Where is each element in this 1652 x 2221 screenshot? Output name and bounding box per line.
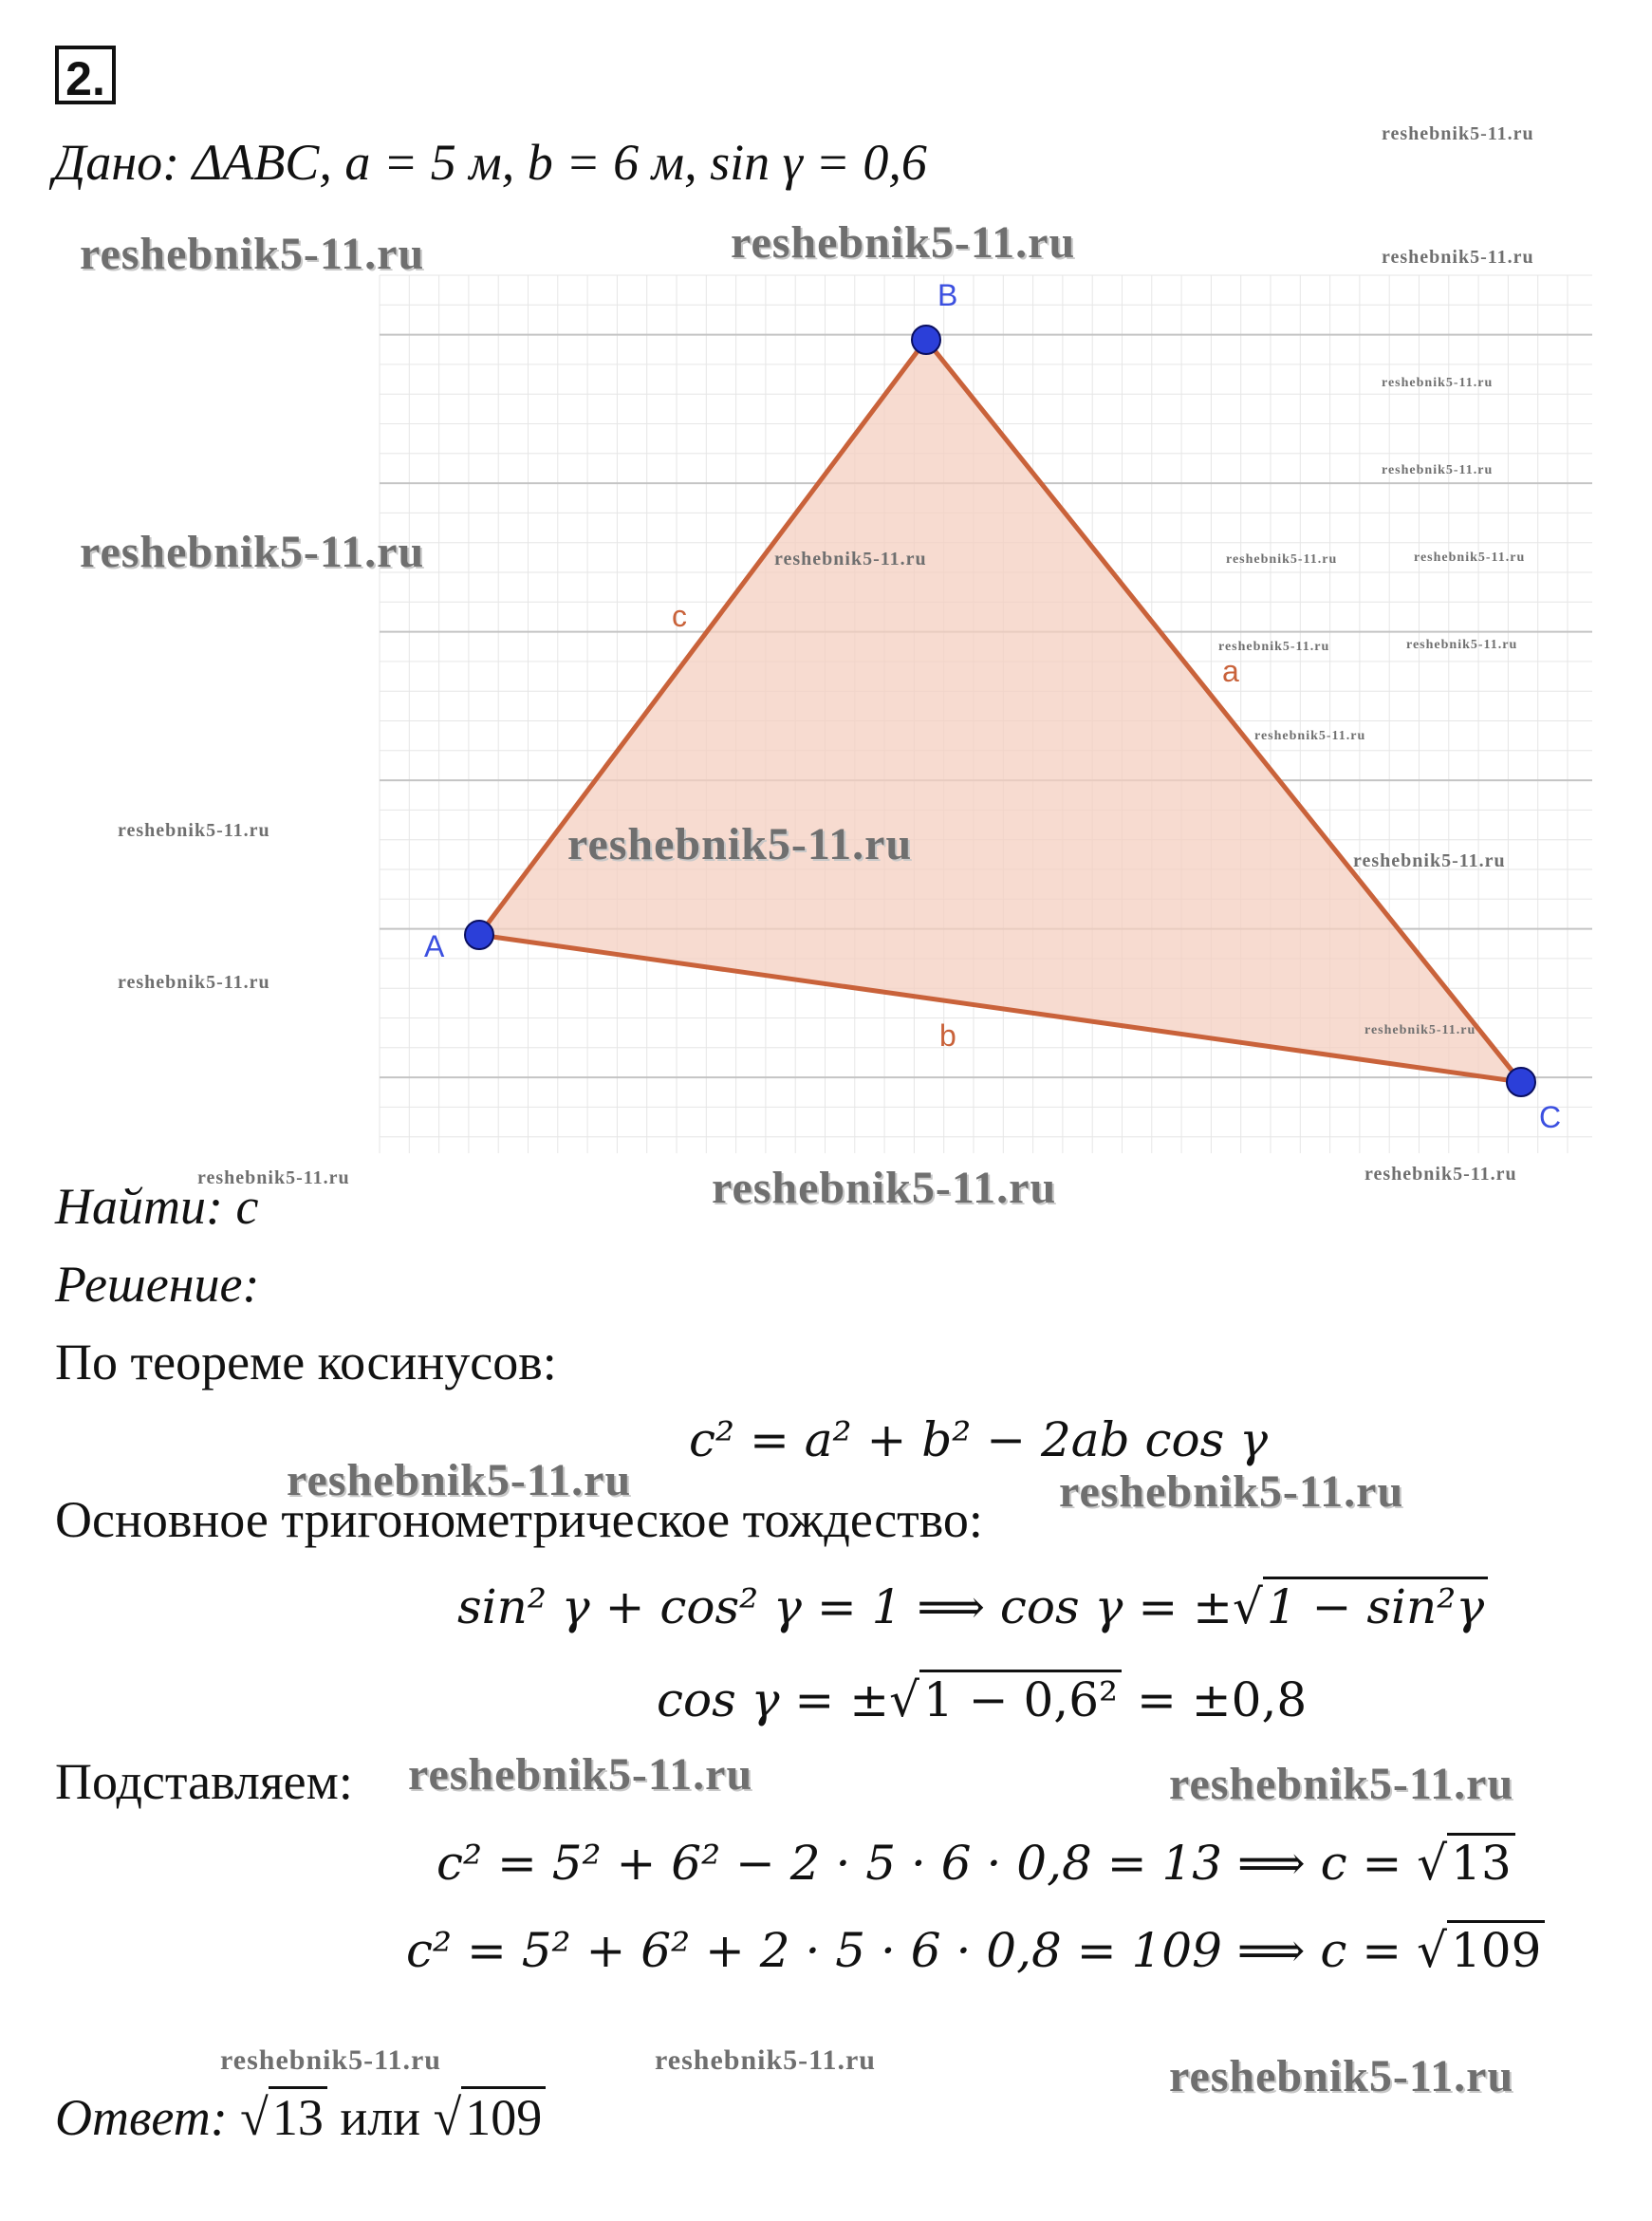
problem-number: 2.: [55, 46, 116, 104]
formula-c1: [436, 1836, 1515, 1891]
find-label: Найти: [55, 1178, 206, 1235]
side-label-b: b: [939, 1018, 956, 1053]
solution-line: [55, 1255, 259, 1314]
given-line: [53, 133, 927, 192]
answer-radicand-1: 13: [269, 2086, 327, 2146]
side-label-a: a: [1222, 654, 1239, 688]
formula-cos-value-right: = ±0,8: [1122, 1672, 1308, 1727]
sqrt-symbol: √: [1417, 1836, 1448, 1891]
watermark: reshebnik5-11.ru: [1364, 1023, 1476, 1037]
watermark: reshebnik5-11.ru: [1406, 638, 1518, 652]
cosine-theorem-text: По теореме косинусов:: [55, 1334, 557, 1390]
sqrt-symbol: √: [889, 1672, 919, 1727]
formula-identity: [457, 1579, 1488, 1634]
watermark: reshebnik5-11.ru: [731, 217, 1076, 268]
formula-cos-value-left: cos γ = ±: [657, 1672, 890, 1727]
answer-colon: :: [210, 2089, 241, 2146]
vertex-label-a: A: [424, 929, 445, 963]
vertex-label-b: B: [937, 278, 958, 312]
watermark: reshebnik5-11.ru: [1254, 729, 1366, 743]
solution-label: Решение: [55, 1256, 243, 1313]
answer-radicand-2: 109: [461, 2086, 546, 2146]
answer-or: или: [326, 2089, 434, 2146]
answer-label: Ответ: [55, 2089, 211, 2146]
watermark: reshebnik5-11.ru: [1218, 640, 1330, 654]
watermark: reshebnik5-11.ru: [1059, 1466, 1404, 1517]
watermark: reshebnik5-11.ru: [80, 527, 425, 577]
given-label: Дано: [53, 134, 163, 191]
watermark: reshebnik5-11.ru: [118, 972, 270, 993]
formula-cosine-law-text: c² = a² + b² − 2ab cos γ: [689, 1412, 1269, 1467]
formula-c1-radicand: 13: [1447, 1833, 1515, 1891]
point-b: [912, 326, 940, 354]
side-label-c: c: [672, 599, 687, 633]
watermark: reshebnik5-11.ru: [774, 549, 927, 569]
watermark: reshebnik5-11.ru: [1382, 463, 1494, 477]
solution-colon: :: [242, 1256, 260, 1313]
formula-cosine-law: [689, 1412, 1268, 1467]
watermark: reshebnik5-11.ru: [1414, 551, 1526, 565]
watermark: reshebnik5-11.ru: [1226, 552, 1338, 567]
watermark: reshebnik5-11.ru: [80, 229, 425, 279]
vertex-label-c: C: [1539, 1100, 1562, 1134]
point-a: [465, 921, 493, 949]
watermark: reshebnik5-11.ru: [567, 819, 913, 869]
watermark: reshebnik5-11.ru: [197, 1167, 350, 1188]
formula-c2: [406, 1923, 1545, 1978]
sqrt-symbol: √: [1417, 1923, 1447, 1978]
watermark: reshebnik5-11.ru: [1382, 376, 1494, 390]
substitute-text: Подставляем:: [55, 1753, 353, 1810]
triangle-fill: [479, 340, 1521, 1082]
formula-cos-value: [657, 1672, 1307, 1727]
watermark: reshebnik5-11.ru: [220, 2044, 441, 2076]
watermark: reshebnik5-11.ru: [1382, 123, 1534, 144]
watermark: reshebnik5-11.ru: [655, 2044, 876, 2076]
identity-text: Основное тригонометрическое тождество:: [55, 1491, 983, 1548]
formula-c2-left: c² = 5² + 6² + 2 · 5 · 6 · 0,8 = 109 ⟹ c =: [406, 1923, 1418, 1978]
formula-c2-radicand: 109: [1447, 1920, 1545, 1978]
watermark: reshebnik5-11.ru: [1169, 2051, 1514, 2101]
sqrt-symbol: √: [1233, 1579, 1263, 1634]
sqrt-symbol: √: [433, 2089, 462, 2146]
watermark: reshebnik5-11.ru: [1169, 1759, 1514, 1809]
watermark: reshebnik5-11.ru: [1364, 1164, 1517, 1185]
triangle-diagram: [0, 228, 1652, 1196]
watermark: reshebnik5-11.ru: [712, 1163, 1057, 1213]
watermark: reshebnik5-11.ru: [118, 820, 270, 841]
watermark: reshebnik5-11.ru: [287, 1455, 632, 1505]
formula-c1-left: c² = 5² + 6² − 2 · 5 · 6 · 0,8 = 13 ⟹ c =: [436, 1836, 1418, 1891]
find-text: : c: [206, 1178, 259, 1235]
watermark: reshebnik5-11.ru: [408, 1749, 753, 1800]
point-c: [1507, 1068, 1535, 1096]
given-text: : ΔABC, a = 5 м, b = 6 м, sin γ = 0,6: [162, 134, 927, 191]
watermark: reshebnik5-11.ru: [1353, 850, 1506, 871]
formula-cos-value-radicand: 1 − 0,6²: [919, 1670, 1122, 1727]
formula-identity-radicand: 1 − sin²γ: [1263, 1577, 1488, 1634]
watermark: reshebnik5-11.ru: [1382, 247, 1534, 268]
formula-identity-left: sin² γ + cos² γ = 1 ⟹ cos γ = ±: [457, 1579, 1234, 1634]
answer-line: [55, 2088, 546, 2147]
sqrt-symbol: √: [240, 2089, 269, 2146]
